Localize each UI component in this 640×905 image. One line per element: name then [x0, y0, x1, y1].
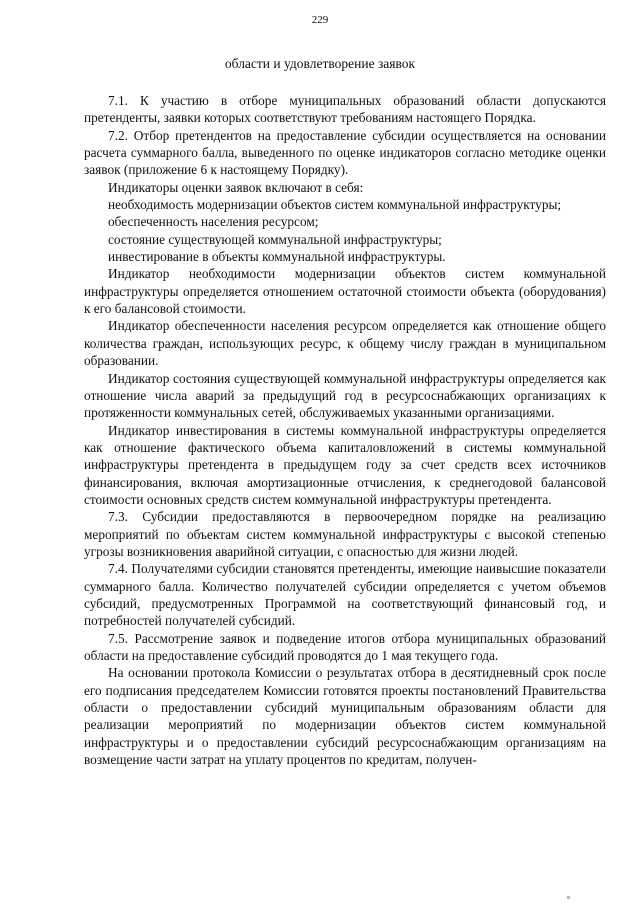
page-number: 229	[311, 14, 329, 26]
paragraph-investment-indicator: Индикатор инвестирования в системы коммунальной инфраструктуры определяется как отношение фактического объема капиталовложений в системы коммунальной инфраструктуры претендента в предыдущем году за счет средств всех источников финансирования, включая амортизационные отчисления, к среднегодовой балансовой стоимости основных средств систем коммунальной инфраструктуры претендента.	[84, 422, 606, 507]
paragraph-7-3: 7.3. Субсидии предоставляются в первоочередном порядке на реализацию мероприятий по объектам систем коммунальной инфраструктуры с высокой степенью угрозы возникновения аварийной ситуации, с опасностью для жизни людей.	[84, 509, 606, 559]
indicator-list-item: необходимость модернизации объектов систем коммунальной инфраструктуры;	[108, 197, 562, 213]
paragraph-7-5: 7.5. Рассмотрение заявок и подведение итогов отбора муниципальных образований области на предоставление субсидий проводятся до 1 мая текущего года.	[84, 630, 606, 663]
indicator-list-item: инвестирование в объекты коммунальной инфраструктуры.	[108, 249, 446, 265]
paragraph-7-4: 7.4. Получателями субсидии становятся претенденты, имеющие наивысшие показатели суммарного балла. Количество получателей субсидии определяется с учетом объемов субсидий, предусмотренных Программой на соответствующий финансовый год, и потребностей получателей субсидий.	[84, 561, 606, 629]
indicator-list-item: состояние существующей коммунальной инфраструктуры;	[108, 231, 442, 247]
section-heading: области и удовлетворение заявок	[224, 56, 416, 71]
indicator-list-item: обеспеченность населения ресурсом;	[108, 214, 319, 230]
indicators-intro: Индикаторы оценки заявок включают в себя:	[108, 179, 364, 195]
scan-dot-mark	[567, 896, 570, 899]
paragraph-modernization-indicator: Индикатор необходимости модернизации объектов систем коммунальной инфраструктуры определяется отношением остаточной стоимости объекта (оборудования) к его балансовой стоимости.	[84, 266, 606, 317]
paragraph-7-1: 7.1. К участию в отборе муниципальных образований области допускаются претенденты, заявки которых соответствуют требованиям настоящего Порядка.	[84, 93, 606, 126]
paragraph-resource-indicator: Индикатор обеспеченности населения ресурсом определяется как отношение общего количества граждан, использующих ресурс, к общему числу граждан в муниципальном образовании.	[84, 318, 606, 369]
document-body	[84, 92, 606, 768]
paragraph-infrastructure-state-indicator: Индикатор состояния существующей коммунальной инфраструктуры определяется как отношение числа аварий за предыдущий год в ресурсоснабжающих организациях к протяженности коммунальных сетей, обслуживаемых указанными организациями.	[84, 370, 606, 421]
paragraph-7-2: 7.2. Отбор претендентов на предоставление субсидии осуществляется на основании расчета суммарного балла, выведенного по оценке индикаторов согласно методике оценки заявок (приложение 6 к настоящему Порядку).	[84, 127, 606, 178]
paragraph-commission-protocol: На основании протокола Комиссии о результатах отбора в десятидневный срок после его подписания председателем Комиссии готовятся проекты постановлений Правительства области о предоставлении субсидий муниципальным образованиям области для реализации мероприятий по модернизации объектов систем коммунальной инфраструктуры и о предоставлении субсидий ресурсоснабжающим организациям на возмещение части затрат на уплату процентов по кредитам, получен-	[84, 665, 606, 768]
